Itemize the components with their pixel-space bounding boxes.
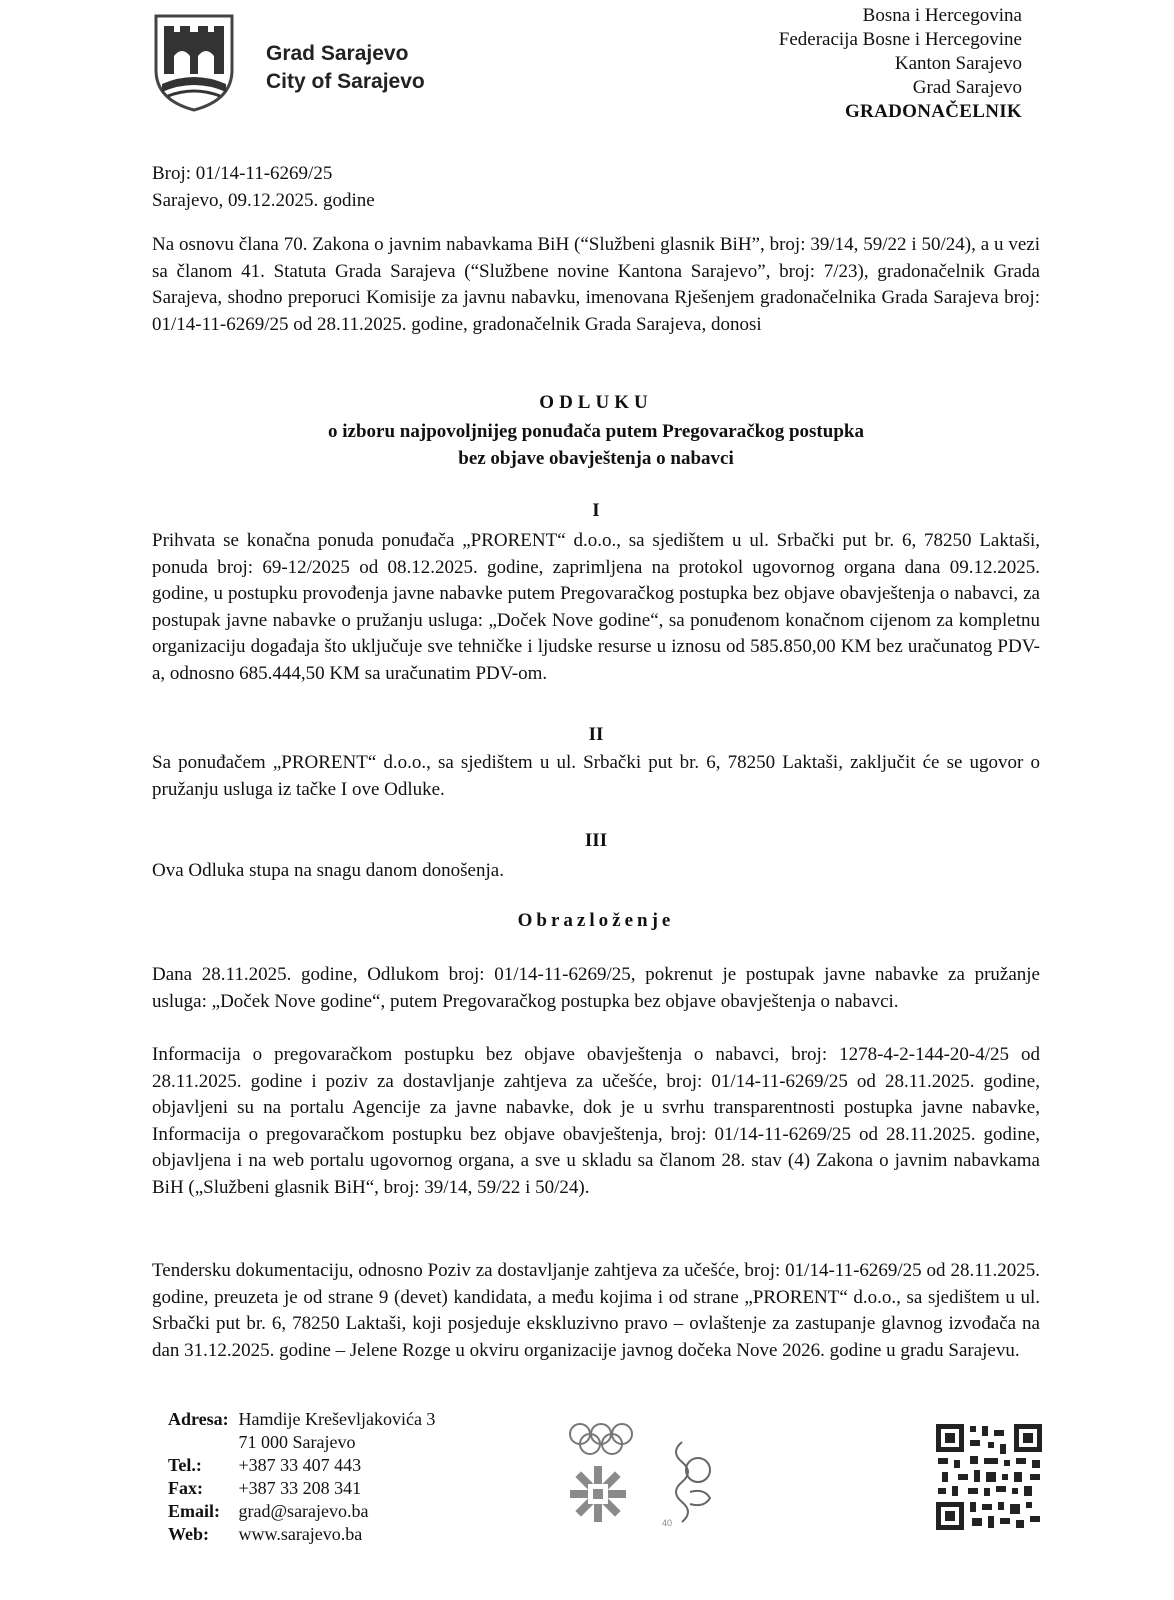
reasoning-paragraph-3: Tendersku dokumentaciju, odnosno Poziv za dostavljanje zahtjeva za učešće, broj: 01/14-11-6269/25 od 28.11.2025. godine, preuzeta je od strane 9 (devet) kandidata, a među kojima i od strane „PRORENT“ d.o.o., sa sjedištem u ul. Srbački put br. 6, 78250 Laktaši, koji posjeduje ekskluzivno pravo – ovlaštenje za zastupanje glavnog izvođača na dan 31.12.2025. godine – Jelene Rozge u okviru organizacije javnog dočeka Nove 2026. godine u gradu Sarajevu.: [152, 1260, 1040, 1361]
fax-value: +387 33 208 341: [238, 1478, 362, 1498]
section-3-text: Ova Odluka stupa na snagu danom donošenja.: [152, 860, 504, 881]
snowflake-icon: [566, 1462, 630, 1526]
reference-block: [152, 160, 375, 214]
decision-subtitle-line: o izboru najpovoljnijeg ponuđača putem Pregovaračkog postupka: [328, 421, 864, 442]
office-title: GRADONAČELNIK: [844, 101, 1022, 122]
web-label: Web:: [168, 1524, 210, 1544]
section-1-heading: I: [592, 500, 600, 521]
tel-label: Tel.:: [168, 1455, 202, 1475]
sarajevo-anniversary-icon: [652, 1432, 728, 1528]
gov-line: Federacija Bosne i Hercegovine: [778, 29, 1022, 50]
olympic-rings-icon: [566, 1420, 636, 1460]
qr-code-icon: [934, 1422, 1044, 1532]
decision-subtitle-line: bez objave obavještenja o nabavci: [458, 448, 734, 469]
address-label: Adresa:: [168, 1409, 229, 1429]
gov-line: Grad Sarajevo: [912, 77, 1022, 98]
city-name-en: City of Sarajevo: [266, 70, 425, 93]
svg-text:40: 40: [662, 1518, 673, 1528]
address-line-1: Hamdije Kreševljakovića 3: [238, 1409, 436, 1429]
decision-title: ODLUKU: [539, 392, 653, 413]
footer-contact: [168, 1408, 435, 1546]
email-link[interactable]: grad@sarajevo.ba: [238, 1501, 369, 1521]
city-name-block: [266, 40, 425, 96]
reasoning-paragraph-2: Informacija o pregovaračkom postupku bez objave obavještenja o nabavci, broj: 1278-4-2-144-20-4/25 od 28.11.2025. godine i poziv za dostavljanje zahtjeva za učešće, broj: 01/14-11-6269/25 od 28.11.2025. godine, objavljeni su na portalu Agencije za javne nabavke, dok je u svrhu transparentnosti postupka javne nabavke, Informacija o pregovaračkom postupku bez objave obavještenja, broj: 01/14-11-6269/25 od 28.11.2025. godine, objavljena i na web portalu ugovornog organa, a sve u skladu sa članom 28. stav (4) Zakona o javnim nabavkama BiH („Službeni glasnik BiH“, broj: 39/14, 59/22 i 50/24).: [152, 1044, 1040, 1198]
tel-value: +387 33 407 443: [238, 1455, 362, 1475]
section-3-heading: III: [584, 830, 608, 851]
address-line-2: 71 000 Sarajevo: [238, 1432, 356, 1452]
gov-line: Kanton Sarajevo: [894, 53, 1022, 74]
section-1-text: Prihvata se konačna ponuda ponuđača „PRORENT“ d.o.o., sa sjedištem u ul. Srbački put br. 6, 78250 Laktaši, ponuda broj: 69-12/2025 od 08.12.2025. godine, zaprimljena na protokol ugovornog organa dana 09.12.2025. godine, u postupku provođenja javne nabavke putem Pregovaračkog postupka bez objave obavještenja o nabavci, za postupak javne nabavke o pružanju usluga: „Doček Nove godine“, sa ponuđenom konačnom cijenom za kompletnu organizaciju događaja što uključuje sve tehničke i ljudske resurse u iznosu od 585.850,00 KM bez uračunatog PDV-a, odnosno 685.444,50 KM sa uračunatim PDV-om.: [152, 530, 1040, 684]
reference-place-date: Sarajevo, 09.12.2025. godine: [152, 190, 375, 211]
fax-label: Fax:: [168, 1478, 203, 1498]
reference-number: Broj: 01/14-11-6269/25: [152, 163, 333, 184]
decision-subtitle: [152, 418, 1040, 472]
section-2-heading: II: [588, 724, 604, 745]
intro-paragraph: Na osnovu člana 70. Zakona o javnim nabavkama BiH (“Službeni glasnik BiH”, broj: 39/14, 59/22 i 50/24), a u vezi sa članom 41. Statuta Grada Sarajeva (“Službene novine Kantona Sarajevo”, broj: 7/23), gradonačelnik Grada Sarajeva, shodno preporuci Komisije za javnu nabavku, imenovana Rješenjem gradonačelnika Grada Sarajeva broj: 01/14-11-6269/25 od 28.11.2025. godine, gradonačelnik Grada Sarajeva, donosi: [152, 234, 1040, 335]
section-2-text: Sa ponuđačem „PRORENT“ d.o.o., sa sjedištem u ul. Srbački put br. 6, 78250 Laktaši, zaključit će se ugovor o pružanju usluga iz tačke I ove Odluke.: [152, 752, 1040, 800]
gov-line: Bosna i Hercegovina: [862, 5, 1022, 26]
reasoning-paragraph-1: Dana 28.11.2025. godine, Odlukom broj: 01/14-11-6269/25, pokrenut je postupak javne nabavke za pružanje usluga: „Doček Nove godine“, putem Pregovaračkog postupka bez objave obavještenja o nabavci.: [152, 964, 1040, 1012]
government-block: [779, 4, 1022, 124]
city-coat-of-arms-icon: [152, 12, 236, 112]
web-link[interactable]: www.sarajevo.ba: [238, 1524, 363, 1544]
reasoning-title: Obrazloženje: [517, 910, 675, 931]
city-name-bs: Grad Sarajevo: [266, 42, 409, 65]
email-label: Email:: [168, 1501, 220, 1521]
